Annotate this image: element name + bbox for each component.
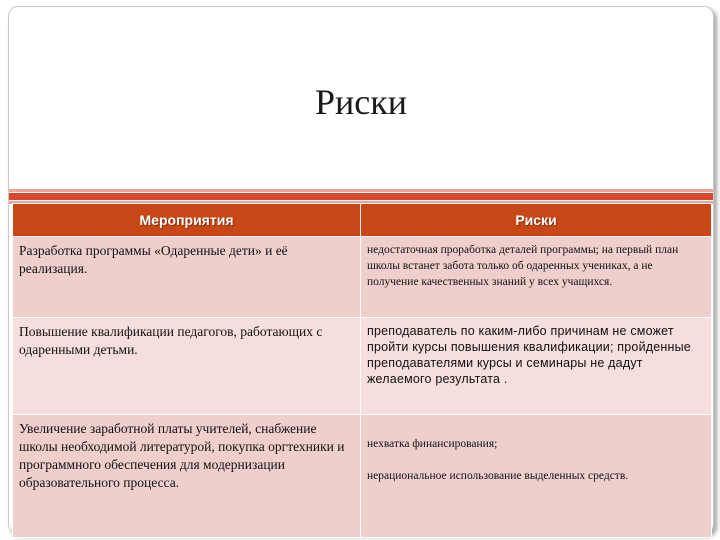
slide-title: Риски <box>314 82 408 122</box>
risk-cell <box>361 415 712 538</box>
risk-text: недостаточная проработка деталей программы; на первый план школы встанет забота только об одаренных учениках, а не получение качественных знаний у всех учащихся. <box>367 244 679 288</box>
risks-table <box>12 203 712 538</box>
risk-cell <box>361 237 712 318</box>
risk-text: преподаватель по каким-либо причинам не сможет пройти курсы повышения квалификации; пройденные преподавателями курсы и семинары не дадут желаемого результата . <box>367 324 691 386</box>
activity-text: Повышение квалификации педагогов, работающих с одаренными детьми. <box>19 324 323 357</box>
activity-text: Разработка программы «Одаренные дети» и её реализация. <box>19 243 288 276</box>
activity-text: Увеличение заработной платы учителей, снабжение школы необходимой литературой, покупка оргтехники и программного обеспечения для модернизации образовательного процесса. <box>19 421 345 490</box>
accent-rule-light-top <box>9 189 713 192</box>
activity-cell <box>13 237 361 318</box>
table-row <box>13 415 712 538</box>
accent-rule <box>9 193 713 200</box>
table-row <box>13 318 712 415</box>
risk-text-spending: нерациональное использование выделенных средств. <box>367 470 629 482</box>
activity-cell <box>13 318 361 415</box>
table-header-row <box>13 204 712 237</box>
header-activities: Мероприятия <box>13 204 361 237</box>
risk-text-funding: нехватка финансирования; <box>367 438 498 450</box>
risk-cell <box>361 318 712 415</box>
activity-cell <box>13 415 361 538</box>
table-row <box>13 237 712 318</box>
header-risks: Риски <box>361 204 712 237</box>
